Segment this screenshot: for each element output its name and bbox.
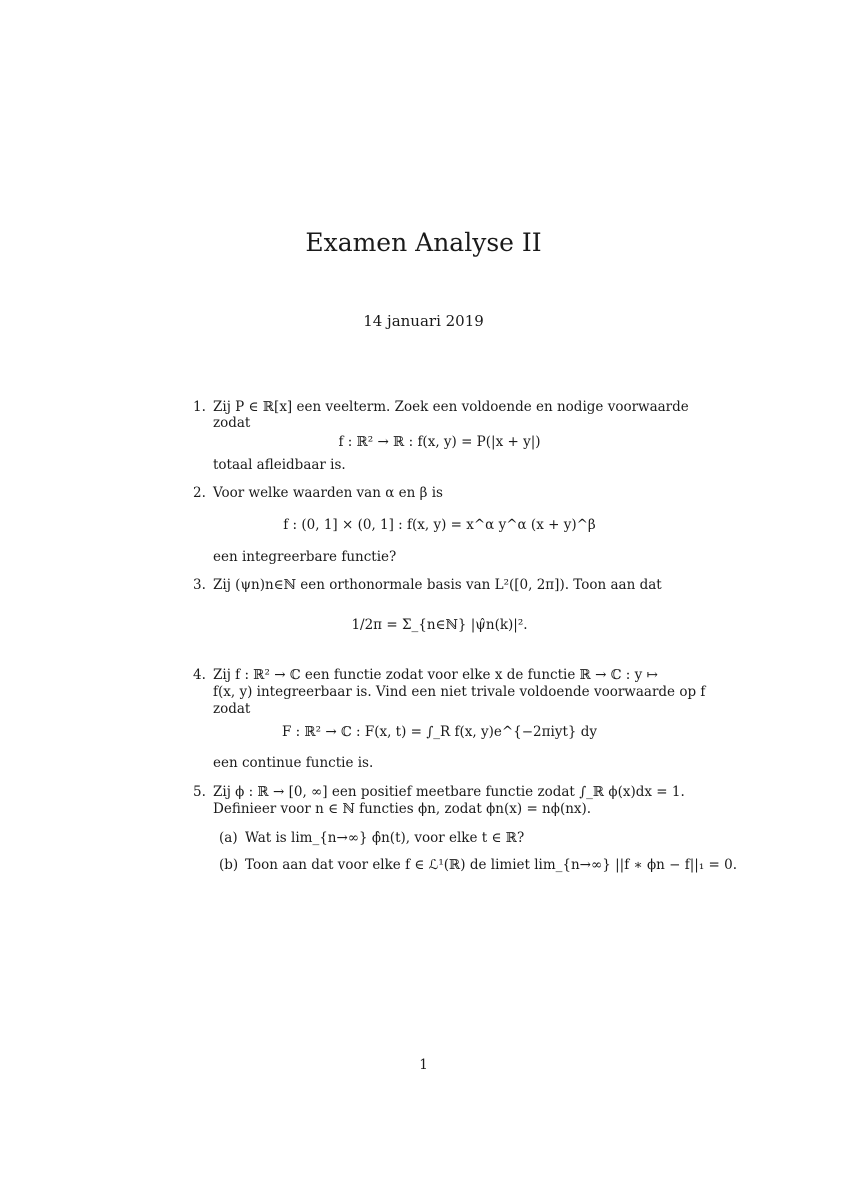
page-number: 1 (419, 1057, 428, 1073)
question-formula: f : (0, 1] × (0, 1] : f(x, y) = x^α y^α (x + y)^β (283, 517, 596, 533)
question-number: 2. (193, 485, 206, 501)
question-text: Zij (ψn)n∈ℕ een orthonormale basis van L²([0, 2π]). Toon aan dat (213, 577, 662, 593)
question-number: 5. (193, 784, 206, 800)
question-formula: 1/2π = Σ_{n∈ℕ} |ψ̂n(k)|². (351, 617, 528, 633)
question-text: zodat (213, 415, 251, 431)
subquestion-label: (a) (219, 830, 238, 846)
question-text: Zij ϕ : ℝ → [0, ∞] een positief meetbare functie zodat ∫_ℝ ϕ(x)dx = 1. (213, 784, 685, 800)
question-text: totaal afleidbaar is. (213, 457, 346, 473)
question-text: Voor welke waarden van α en β is (213, 485, 443, 501)
question-text: zodat (213, 701, 251, 717)
subquestion-label: (b) (219, 857, 239, 873)
question-text: een integreerbare functie? (213, 549, 397, 565)
question-number: 4. (193, 667, 206, 683)
question-number: 3. (193, 577, 206, 593)
question-number: 1. (193, 399, 206, 415)
question-text: f(x, y) integreerbaar is. Vind een niet trivale voldoende voorwaarde op f (213, 684, 706, 700)
subquestion-text: Toon aan dat voor elke f ∈ ℒ¹(ℝ) de limiet lim_{n→∞} ||f ∗ ϕn − f||₁ = 0. (245, 857, 738, 873)
exam-title: Examen Analyse II (305, 228, 542, 257)
question-text: Zij f : ℝ² → ℂ een functie zodat voor elke x de functie ℝ → ℂ : y ↦ (213, 667, 658, 683)
question-formula: F : ℝ² → ℂ : F(x, t) = ∫_R f(x, y)e^{−2πiyt} dy (281, 724, 598, 740)
question-text: Zij P ∈ ℝ[x] een veelterm. Zoek een voldoende en nodige voorwaarde (213, 399, 689, 415)
question-formula: f : ℝ² → ℝ : f(x, y) = P(|x + y|) (338, 434, 541, 450)
question-text: Definieer voor n ∈ ℕ functies ϕn, zodat ϕn(x) = nϕ(nx). (213, 801, 592, 817)
subquestion-text: Wat is lim_{n→∞} ϕ̂n(t), voor elke t ∈ ℝ? (245, 830, 525, 846)
question-text: een continue functie is. (213, 755, 374, 771)
exam-date: 14 januari 2019 (363, 312, 484, 330)
